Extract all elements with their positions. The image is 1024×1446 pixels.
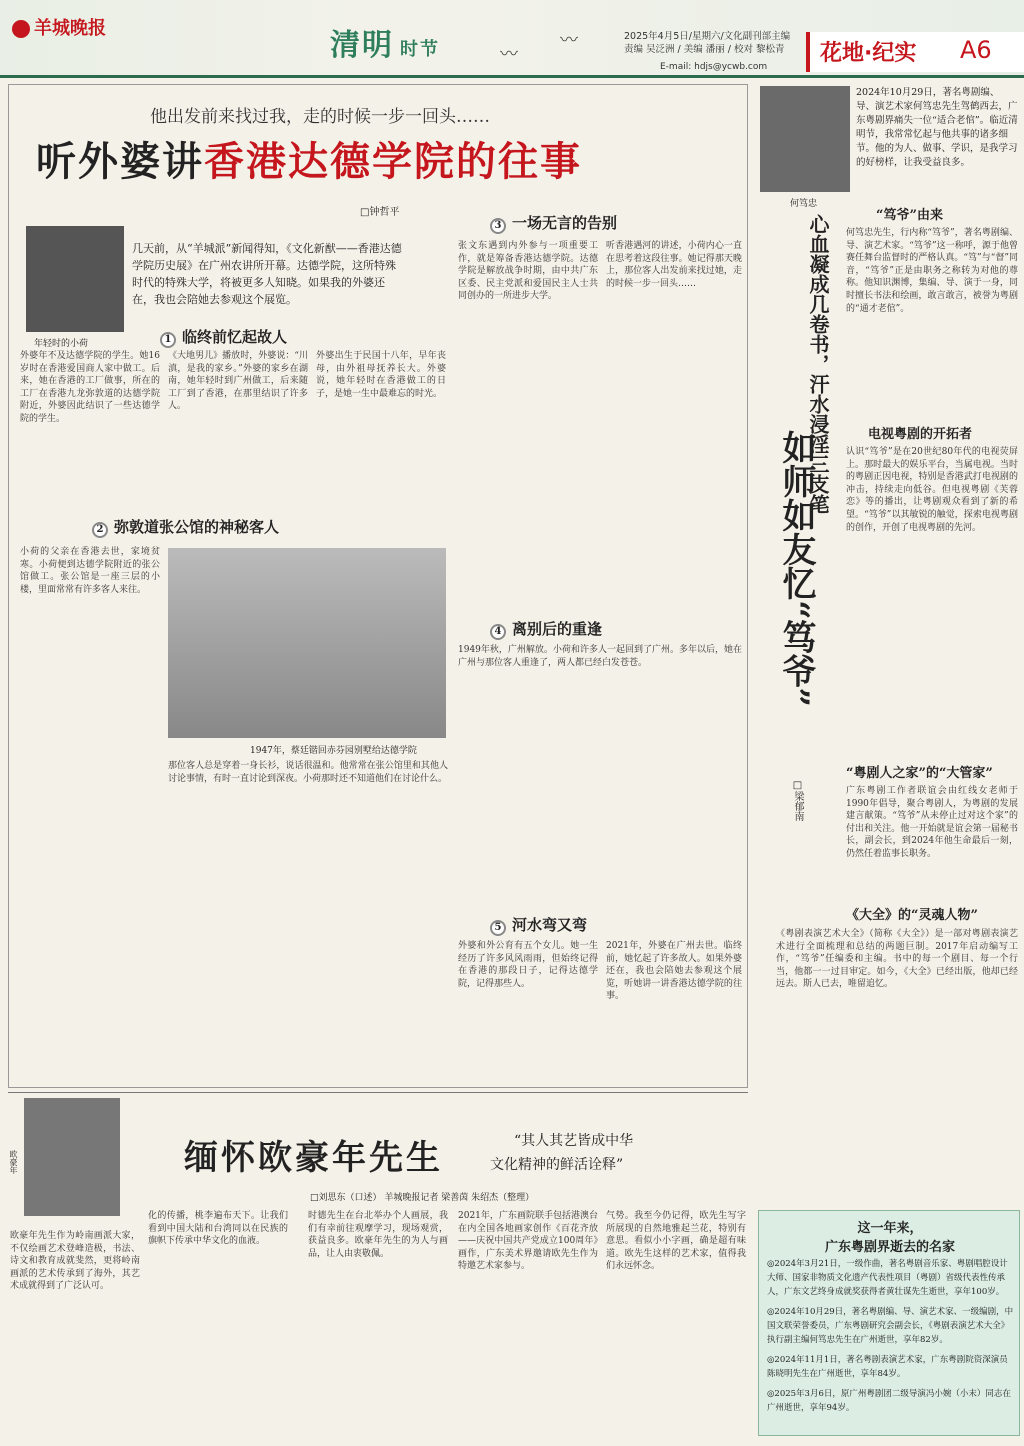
section-tag (806, 32, 1024, 72)
section-number: 1 (160, 332, 176, 348)
box-body (767, 1257, 1015, 1415)
section-title: 临终前忆起故人 (182, 328, 288, 346)
divider (8, 1092, 748, 1093)
portrait-photo (24, 1098, 120, 1216)
subsection-heading: 《大全》的“灵魂人物” (846, 908, 978, 923)
photo-caption: 年轻时的小荷 (34, 339, 89, 349)
section-heading (490, 618, 602, 640)
article-column: 认识“笃爷”是在20世纪80年代的电视荧屏上。那时最大的娱乐平台，当属电视。当时的粤剧正因电视，特别是香港武打电视剧的冲击，持续走向低谷。但电视粤剧《芙蓉恋》等的播出，让粤剧观众看到了新的希望。“笃爷”以其敏锐的触觉，探索电视粤剧的创作，开创了电视粤剧的先河。 (846, 447, 1018, 533)
section-title: 一场无言的告别 (512, 214, 618, 232)
article-subhead: 文化精神的鲜活诠释” (490, 1157, 624, 1173)
section-heading (490, 914, 587, 936)
article-column: 那位客人总是穿着一身长衫，说话很温和。他常常在张公馆里和其他人讨论事情，有时一直讨论到深夜。小荷那时还不知道他们在讨论什么。 (168, 761, 448, 784)
logo-icon (12, 20, 30, 38)
section-number: 4 (490, 624, 506, 640)
article-column: 气势。我至今仍记得，欧先生写字所展现的自然地雅起兰花，特别有意思。看似小小字画，确是超有味道。欧先生这样的艺术家，值得我们永远怀念。 (606, 1211, 746, 1272)
article-intro: 2024年10月29日，著名粤剧编、导、演艺术家何笃忠先生驾鹤西去，广东粤剧界痛失一位“适合老倌”。临近清明节，我常常忆起与他共事的诸多细节。他的为人、做事、学识，是我学习的好榜样，让我受益良多。 (856, 87, 1018, 168)
article-column: 《粤剧表演艺术大全》（简称《大全》）是一部对粤剧表演艺术进行全面梳理和总结的两题巨制。2017年启动编写工作，“笃爷”任编委和主编。书中的每一个剧目、每一个行当，他都一一过目审定。如今，《大全》已经出版，他却已经远去。斯人已去，唯留追忆。 (776, 929, 1018, 990)
article-column: 1949年秋，广州解放。小荷和许多人一起回到了广州。多年以后，她在广州与那位客人重逢了，两人都已经白发苍苍。 (458, 645, 742, 668)
article-column: 何笃忠先生，行内称“笃爷”，著名粤剧编、导、演艺术家。“笃爷”这一称呼，源于他曾赛任舞台监督时的严格认真。“笃”与“督”同音，“笃爷”正是由职务之称转为对他的尊称。他知识渊博，集编、导、演于一身，同时擅长书法和绘画，敢言敢言，被誉为粤剧的“通才老倌”。 (846, 228, 1018, 314)
byline: □钟哲平 (360, 207, 400, 218)
section-number: 5 (490, 920, 506, 936)
article-subhead: “其人其艺皆成中华 (514, 1133, 634, 1149)
page-number: A6 (960, 36, 992, 64)
dateline (624, 30, 790, 56)
article-column: 外婆出生于民国十八年，早年丧母，由外祖母抚养长大。外婆说，她年轻时在香港做工的日子，是她一生中最难忘的时光。 (316, 351, 446, 399)
swallow-icon: 〰 (500, 44, 518, 65)
article-lede: 几天前，从“羊城派”新闻得知，《文化新猷——香港达德学院历史展》在广州农讲所开幕。达德学院，这所特殊时代的特殊大学，将被更多人知晓。如果我的外婆还在，我也会陪她去参观这个展览。 (132, 242, 402, 306)
logo-text: 羊城晚报 (34, 18, 106, 39)
list-item: ◎2025年3月6日，原广州粤剧团二级导演冯小婉（小末）同志在广州逝世，享年94岁。 (767, 1389, 1011, 1413)
article-headline (36, 130, 582, 187)
photo-caption: 欧豪年 (9, 1150, 18, 1174)
vertical-headline: 如师如友忆“笃爷” (776, 430, 816, 708)
article-column: 广东粤剧工作者联谊会由红线女老师于1990年倡导，聚合粤剧人，为粤剧的发展建言献策。“笃爷”从未停止过对这个家”的付出和关注。他一开始就是谊会第一届秘书长，副会长，到2024年他生命最后一刻，仍然任着监事长职务。 (846, 786, 1018, 859)
article-headline: 缅怀欧豪年先生 (184, 1138, 443, 1178)
list-item: ◎2024年10月29日，著名粤剧编、导、演艺术家、一级编剧，中国文联荣誉委员，广东粤剧研究会副会长，《粤剧表演艺术大全》执行副主编何笃忠先生在广州逝世，享年82岁。 (767, 1307, 1014, 1345)
article-column: 2021年，外婆在广州去世。临终前，她忆起了许多故人。如果外婆还在，我也会陪她去参观这个展览，听她讲一讲香港达德学院的往事。 (606, 941, 742, 1002)
swallow-icon: 〰 (560, 30, 578, 51)
headline-part: 听外婆讲 (36, 138, 204, 185)
subsection-heading: 电视粤剧的开拓者 (868, 427, 973, 442)
byline: □刘思东（口述） 羊城晚报记者 梁善茵 朱绍杰（整理） (310, 1193, 535, 1203)
list-item: ◎2024年3月21日，一级作曲，著名粤剧音乐家、粤剧唱腔设计大师、国家非物质文化遗产代表性项目（粤剧）省级代表性传承人，广东文艺终身成就奖获得者黄壮谋先生逝世，享年100岁。 (767, 1259, 1008, 1297)
section-title: 河水弯又弯 (512, 916, 588, 934)
portrait-photo (26, 226, 124, 332)
author: □梁郁南 (792, 780, 803, 821)
portrait-photo (760, 86, 850, 192)
headline-highlight: 香港达德学院的往事 (204, 138, 582, 185)
photo-caption: 何笃忠 (790, 199, 818, 209)
festival-name: 清明 (330, 28, 394, 63)
email: E-mail: hdjs@ycwb.com (660, 62, 768, 72)
article-column: 外婆年不及达德学院的学生。她16岁时在香港爱国商人家中做工。后来，她在香港的工厂做事，所在的工厂在香港九龙弥敦道的达德学院附近，外婆因此结识了一些达德学院的学生。 (20, 351, 160, 424)
festival-suffix: 时节 (400, 39, 440, 60)
article-column: 2021年，广东画院联手包括港澳台在内全国各地画家创作《百花齐放——庆祝中国共产党成立100周年》画作，广东美术界邀请欧先生作为特邀艺术家参与。 (458, 1211, 598, 1272)
festival-title (330, 20, 440, 64)
article-column: 张文东遇到内外参与一项重要工作，就是筹备香港达德学院。达德学院是解放战争时期，由中共广东区委、民主党派和爱国民主人士共同创办的一所进步大学。 (458, 241, 598, 302)
section-title: 弥敦道张公馆的神秘客人 (114, 518, 280, 536)
vertical-title: 心血凝成几卷书，汗水浸淫三支笔 (806, 214, 830, 514)
dateline-line: 责编 吴泛洲 / 美编 潘丽 / 校对 黎松青 (624, 44, 785, 55)
article-column: 欧豪年先生作为岭南画派大家，不仅绘画艺术登峰造极，书法、诗文和教育成就斐然，更将岭南画派的艺术传承到了海外，其艺术成就得到了广泛认可。 (10, 1231, 140, 1292)
article-column: 化的传播，桃李遍布天下。让我们看到中国大陆和台湾同以在民族的旗帜下传承中华文化的血液。 (148, 1211, 288, 1247)
article-subhead: 他出发前来找过我，走的时候一步一回头…… (150, 107, 490, 127)
historic-building-photo (168, 548, 446, 738)
section-name: 花地·纪实 (820, 41, 917, 66)
subsection-heading: “粤剧人之家”的“大管家” (846, 766, 993, 781)
section-heading (490, 212, 617, 234)
box-title: 这一年来， 广东粤剧界逝去的名家 (824, 1221, 955, 1255)
section-heading (92, 516, 279, 538)
article-column: 外婆和外公育有五个女儿。她一生经历了许多风风雨雨，但始终记得在香港的那段日子，记得达德学院，记得那些人。 (458, 941, 598, 989)
section-number: 3 (490, 218, 506, 234)
article-column: 小荷的父亲在香港去世，家境贫寒。小荷便到达德学院附近的张公馆做工。张公馆是一座三层的小楼，里面常常有许多客人来往。 (20, 547, 160, 595)
dateline-line: 2025年4月5日/星期六/文化副刊部主编 (624, 31, 791, 42)
right-column (846, 204, 1018, 905)
section-heading (160, 326, 287, 348)
article-column: 时德先生在台北举办个人画展，我们有幸前往观摩学习，现场观赏，获益良多。欧豪年先生的为人与画品，让人由衷敬佩。 (308, 1211, 448, 1259)
photo-caption: 1947年，蔡廷锴回赤芬园别墅给达德学院 (250, 746, 417, 756)
masthead (0, 0, 1024, 78)
subsection-heading: “笃爷”由来 (876, 208, 943, 223)
section-number: 2 (92, 522, 108, 538)
obituary-box (758, 1210, 1020, 1436)
list-item: ◎2024年11月1日，著名粤剧表演艺术家，广东粤剧院资深演员陈晓明先生在广州逝世，享年84岁。 (767, 1355, 1008, 1379)
article-column: 《大地男儿》播放时，外婆说：“川滇，是我的家乡。”外婆的家乡在湖南，她年轻时到广州做工，后来随工厂到了香港，在那里结识了许多人。 (168, 351, 308, 412)
newspaper-logo (12, 14, 106, 40)
article-column: 听香港遇河的讲述，小荷内心一直在思考着这段往事。她记得那天晚上，那位客人出发前来找过她，走的时候一步一回头…… (606, 241, 742, 289)
section-title: 离别后的重逢 (512, 620, 603, 638)
